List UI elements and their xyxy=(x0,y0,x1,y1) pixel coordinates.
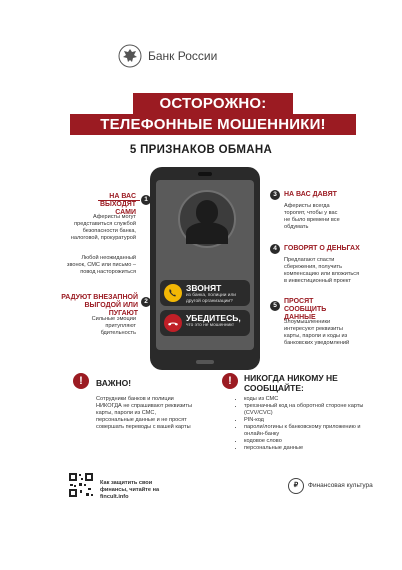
sign-5-text: Злоумышленники интересуют реквизиты карты, пароли и коды из банковских уведомлений xyxy=(284,319,350,346)
financial-culture-label: Финансовая культура xyxy=(308,482,373,490)
phone-home-button xyxy=(196,360,214,364)
alert-icon: ! xyxy=(222,373,238,389)
footer-link[interactable]: Как защитить свои финансы, читайте на fincult.info xyxy=(100,480,160,500)
never-list xyxy=(236,396,364,452)
silhouette-head xyxy=(196,200,218,224)
call-title: ЗВОНЯТ xyxy=(186,283,222,293)
never-item: • коды из СМС xyxy=(244,396,364,403)
incoming-call-card xyxy=(160,280,250,306)
verify-subtitle: что это не мошенник! xyxy=(186,323,234,328)
important-title: ВАЖНО! xyxy=(96,378,132,388)
never-item: • пароли/логины к банковскому приложению и онлайн-банку xyxy=(244,424,364,438)
sign-2-title: РАДУЮТ ВНЕЗАПНОЙ ВЫГОДОЙ ИЛИ ПУГАЮТ xyxy=(61,294,138,317)
banner-line-1: ОСТОРОЖНО: xyxy=(133,93,293,114)
qr-code-icon[interactable] xyxy=(68,472,94,498)
important-text: Сотрудники банков и полиции НИКОГДА не спрашивают реквизиты карты, пароли из СМС, персональные данные и не просят совершать переводы с вашей карты xyxy=(96,396,192,430)
sign-2-number: 2 xyxy=(141,297,151,307)
verify-title: УБЕДИТЕСЬ, xyxy=(186,313,241,323)
never-item: • трехзначный код на оборотной стороне карты (CVV/CVC) xyxy=(244,403,364,417)
eagle-emblem-icon xyxy=(118,44,142,68)
sign-2-text: Сильные эмоции притупляют бдительность xyxy=(91,316,136,336)
banner-line-2: ТЕЛЕФОННЫЕ МОШЕННИКИ! xyxy=(70,114,356,135)
silhouette-body xyxy=(186,222,228,244)
sign-5-title: ПРОСЯТ СООБЩИТЬ ДАННЫЕ xyxy=(284,298,327,321)
sign-3-text: Аферисты всегда торопят, чтобы у вас не было времени все обдумать xyxy=(284,203,340,230)
sign-3-title: НА ВАС ДАВЯТ xyxy=(284,191,337,198)
sign-1-number: 1 xyxy=(141,195,151,205)
call-subtitle: из банка, полиции или другой организации? xyxy=(186,293,236,304)
phone-call-icon xyxy=(164,284,182,302)
never-title: НИКОГДА НИКОМУ НЕ СООБЩАЙТЕ: xyxy=(244,373,338,393)
financial-culture-logo xyxy=(288,478,373,494)
phone-screen xyxy=(156,180,254,350)
never-item: • PIN-код xyxy=(244,417,364,424)
sign-1-title: НА ВАС ВЫХОДЯТ САМИ xyxy=(99,193,136,216)
bank-name: Банк России xyxy=(148,49,218,63)
ruble-icon: ₽ xyxy=(288,478,304,494)
subtitle: 5 ПРИЗНАКОВ ОБМАНА xyxy=(129,144,273,156)
phone-illustration xyxy=(150,167,260,370)
caller-silhouette xyxy=(178,190,236,248)
sign-4-title: ГОВОРЯТ О ДЕНЬГАХ xyxy=(284,245,360,252)
never-item: • персональные данные xyxy=(244,445,364,452)
sign-4-text: Предлагают спасти сбережения, получить компенсацию или вложиться в инвестиционный проект xyxy=(284,257,360,284)
warning-icon: ! xyxy=(73,373,89,389)
bank-logo xyxy=(118,44,217,68)
sign-3-number: 3 xyxy=(270,190,280,200)
hang-up-icon xyxy=(164,314,182,332)
sign-1-text-1: Аферисты могут представиться службой безопасности банка, налоговой, прокуратурой xyxy=(70,214,136,241)
sign-5-number: 5 xyxy=(270,301,280,311)
sign-4-number: 4 xyxy=(270,244,280,254)
sign-1-text-2: Любой неожиданный звонок, СМС или письмо – повод насторожиться xyxy=(66,255,136,275)
phone-speaker xyxy=(198,172,212,176)
verify-card xyxy=(160,310,250,336)
never-item: • кодовое слово xyxy=(244,438,364,445)
